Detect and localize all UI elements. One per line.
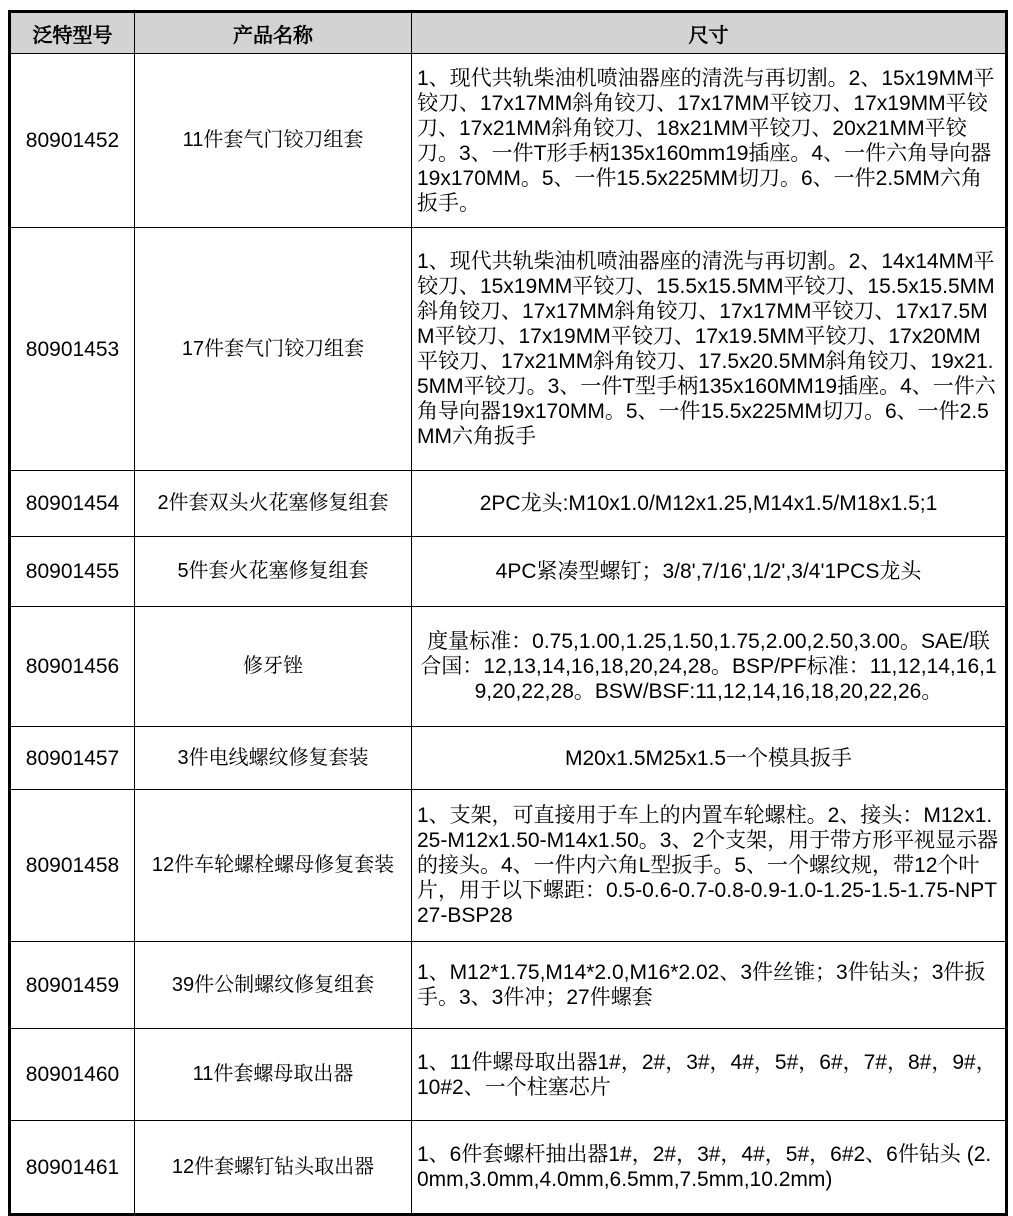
model-cell: 80901457 [10,727,135,790]
product-spec-table [8,10,1008,1216]
table-row [10,1121,1007,1215]
product-name-cell: 5件套火花塞修复组套 [135,537,412,607]
product-name-cell: 11件套螺母取出器 [135,1029,412,1121]
product-name-cell: 11件套气门铰刀组套 [135,54,412,228]
table-row [10,54,1007,228]
table-row [10,537,1007,607]
table-row [10,790,1007,942]
size-cell: 1、11件螺母取出器1#，2#，3#，4#，5#，6#，7#，8#，9#，10#2、一个柱塞芯片 [412,1029,1007,1121]
size-cell: 4PC紧凑型螺钉；3/8',7/16',1/2',3/4'1PCS龙头 [412,537,1007,607]
model-cell: 80901453 [10,228,135,471]
size-cell: 2PC龙头:M10x1.0/M12x1.25,M14x1.5/M18x1.5;1 [412,471,1007,537]
size-cell: 1、现代共轨柴油机喷油器座的清洗与再切割。2、14x14MM平铰刀、15x19MM平铰刀、15.5x15.5MM平铰刀、15.5x15.5MM斜角铰刀、17x17MM斜角铰刀、17x17MM平铰刀、17x17.5MM平铰刀、17x19MM平铰刀、17x19.5MM平铰刀、17x20MM平铰刀、17x21MM斜角铰刀、17.5x20.5MM斜角铰刀、19x21.5MM平铰刀。3、一件T型手柄135x160MM19插座。4、一件六角导向器19x170MM。5、一件15.5x225MM切刀。6、一件2.5MM六角扳手 [412,228,1007,471]
table-row [10,471,1007,537]
product-name-cell: 39件公制螺纹修复组套 [135,942,412,1029]
table-row [10,607,1007,727]
table-row [10,1029,1007,1121]
product-name-cell: 17件套气门铰刀组套 [135,228,412,471]
column-header-model: 泛特型号 [10,12,135,54]
size-cell: 度量标准：0.75,1.00,1.25,1.50,1.75,2.00,2.50,3.00。SAE/联合国：12,13,14,16,18,20,24,28。BSP/PF标准：11,12,14,16,19,20,22,28。BSW/BSF:11,12,14,16,18,20,22,26。 [412,607,1007,727]
model-cell: 80901461 [10,1121,135,1215]
model-cell: 80901456 [10,607,135,727]
product-name-cell: 12件车轮螺栓螺母修复套装 [135,790,412,942]
size-cell: 1、支架，可直接用于车上的内置车轮螺柱。2、接头：M12x1.25-M12x1.50-M14x1.50。3、2个支架，用于带方形平视显示器的接头。4、一件内六角L型扳手。5、一个螺纹规，带12个叶片，用于以下螺距：0.5-0.6-0.7-0.8-0.9-1.0-1.25-1.5-1.75-NPT27-BSP28 [412,790,1007,942]
table-row [10,228,1007,471]
model-cell: 80901454 [10,471,135,537]
size-cell: 1、现代共轨柴油机喷油器座的清洗与再切割。2、15x19MM平铰刀、17x17MM斜角铰刀、17x17MM平铰刀、17x19MM平铰刀、17x21MM斜角铰刀、18x21MM平铰刀、20x21MM平铰刀。3、一件T形手柄135x160mm19插座。4、一件六角导向器19x170MM。5、一件15.5x225MM切刀。6、一件2.5MM六角扳手。 [412,54,1007,228]
header-row [10,12,1007,54]
size-cell: 1、6件套螺杆抽出器1#，2#，3#，4#，5#，6#2、6件钻头 (2.0mm,3.0mm,4.0mm,6.5mm,7.5mm,10.2mm) [412,1121,1007,1215]
model-cell: 80901459 [10,942,135,1029]
model-cell: 80901460 [10,1029,135,1121]
size-cell: 1、M12*1.75,M14*2.0,M16*2.02、3件丝锥；3件钻头；3件扳手。3、3件冲；27件螺套 [412,942,1007,1029]
column-header-product-name: 产品名称 [135,12,412,54]
size-cell: M20x1.5M25x1.5一个模具扳手 [412,727,1007,790]
product-name-cell: 12件套螺钉钻头取出器 [135,1121,412,1215]
product-name-cell: 2件套双头火花塞修复组套 [135,471,412,537]
table-row [10,727,1007,790]
model-cell: 80901452 [10,54,135,228]
model-cell: 80901458 [10,790,135,942]
model-cell: 80901455 [10,537,135,607]
table-row [10,942,1007,1029]
column-header-size: 尺寸 [412,12,1007,54]
product-name-cell: 3件电线螺纹修复套装 [135,727,412,790]
product-name-cell: 修牙锉 [135,607,412,727]
